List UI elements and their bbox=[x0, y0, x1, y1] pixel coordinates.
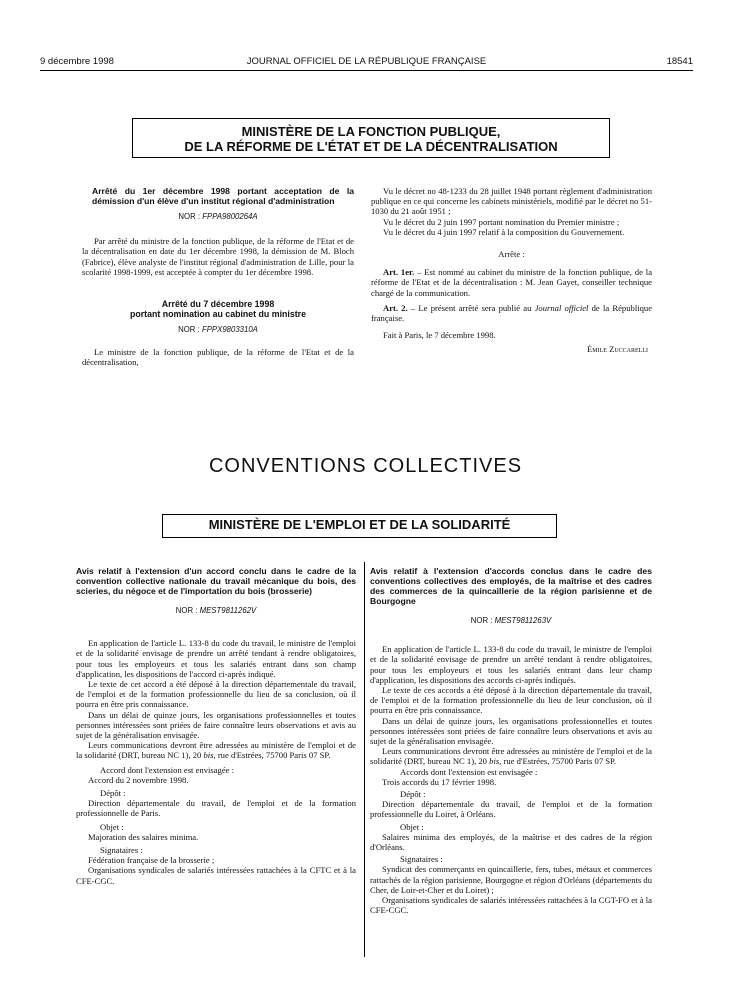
header-rule bbox=[40, 70, 693, 71]
avis1-p2: Le texte de cet accord a été déposé à la direction départementale du travail, de l'emploi et de la formation professionnelle du lieu de sa conclusion, où il pourra en être pris connaissance. bbox=[76, 679, 356, 710]
right-column-bottom bbox=[370, 566, 652, 915]
arrete2-title: Arrêté du 7 décembre 1998 portant nomination au cabinet du ministre bbox=[130, 299, 306, 320]
avis1-depot-label: Dépôt : bbox=[100, 788, 126, 799]
arrete2-vu-1: Vu le décret no 48-1233 du 28 juillet 1948 portant règlement d'administration publique en ce qui concerne les cabinets ministériels, modifié par le décret no 51-1030 du 21 août 1951 ; bbox=[371, 186, 652, 217]
avis2-objet-label: Objet : bbox=[400, 821, 424, 832]
avis2-p1: En application de l'article L. 133-8 du code du travail, le ministre de l'emploi et de la solidarité envisage de prendre un arrêté tendant à rendre obligatoires, pour tous les employeurs et tous les salariés entrant dans leur champ d'application, les dispositions des accords ci-après indiqués. bbox=[370, 644, 652, 685]
arrete1-nor: NOR : FPPA9800264A bbox=[178, 212, 258, 221]
avis1-objet-text: Majoration des salaires minima. bbox=[88, 831, 199, 842]
avis1-p5: Accord dont l'extension est envisagée : bbox=[100, 764, 234, 775]
avis1-p6: Accord du 2 novembre 1998. bbox=[88, 774, 189, 785]
avis1-p3: Dans un délai de quinze jours, les organisations professionnelles et toutes personnes intéressées sont priées de faire connaître leurs observations et avis au sujet de la généralisation envisagée. bbox=[76, 709, 356, 741]
issue-date: 9 décembre 1998 bbox=[40, 56, 114, 67]
arrete2-vu-3: Vu le décret du 4 juin 1997 relatif à la composition du Gouvernement. bbox=[383, 226, 625, 237]
arrete2-arrete: Arrête : bbox=[498, 249, 525, 260]
avis2-sig-2: Organisations syndicales de salariés intéressées rattachées à la CGT-FO et à la CFE-CGC. bbox=[370, 895, 652, 916]
arrete2-article-2: Art. 2. – Le présent arrêté sera publié au Journal officiel de la République française. bbox=[371, 302, 653, 324]
arrete2-intro: Le ministre de la fonction publique, de la réforme de l'Etat et de la décentralisation, bbox=[82, 347, 354, 368]
journal-title: JOURNAL OFFICIEL DE LA RÉPUBLIQUE FRANÇAISE bbox=[246, 56, 487, 67]
avis2-p4: Leurs communications devront être adressées au ministère de l'emploi et de la solidarité (DRT, bureau NC 1), 20 bis, rue d'Estrées, 75700 Paris 07 SP. bbox=[370, 746, 652, 767]
ministry-line-2: DE LA RÉFORME DE L'ÉTAT ET DE LA DÉCENTRALISATION bbox=[184, 139, 558, 154]
arrete2-article-1: Art. 1er. – Est nommé au cabinet du ministre de la fonction publique, de la réforme de l'Etat et de la décentralisation : M. Jean Gayet, conseiller technique chargé de la communication. bbox=[371, 267, 653, 298]
ministry-heading-emploi: MINISTÈRE DE L'EMPLOI ET DE LA SOLIDARITÉ bbox=[162, 514, 557, 538]
avis2-depot-label: Dépôt : bbox=[400, 789, 426, 800]
avis1-objet-label: Objet : bbox=[100, 821, 124, 832]
avis1-sig-1: Fédération française de la brosserie ; bbox=[88, 855, 215, 866]
avis1-sig-2: Organisations syndicales de salariés intéressées rattachées à la CFTC et à la CFE-CGC. bbox=[76, 865, 356, 886]
left-column-top bbox=[82, 186, 354, 368]
avis1-title: Avis relatif à l'extension d'un accord conclu dans le cadre de la convention collective nationale du travail mécanique du bois, des scieries, du négoce et de l'importation du bois (brosserie) bbox=[76, 566, 356, 596]
arrete2-signature: Émile Zuccarelli bbox=[587, 344, 648, 355]
page-header bbox=[40, 56, 693, 70]
avis2-nor: NOR : MEST9811263V bbox=[470, 616, 552, 625]
avis2-objet-text: Salaires minima des employés, de la maîtrise et des cadres de la région d'Orléans. bbox=[370, 831, 652, 853]
left-column-bottom bbox=[76, 566, 356, 886]
arrete2-nor: NOR : FPPX9803310A bbox=[178, 325, 258, 335]
avis2-title: Avis relatif à l'extension d'accords conclus dans le cadre des conventions collectives des employés, de la maîtrise et des cadres des commerces de la quincaillerie de la région parisienne et de Bourgogne bbox=[370, 566, 652, 606]
avis2-signataires-label: Signataires : bbox=[400, 854, 443, 865]
section-heading: CONVENTIONS COLLECTIVES bbox=[208, 455, 523, 477]
avis1-nor: NOR : MEST9811262V bbox=[175, 606, 257, 615]
avis1-p4: Leurs communications devront être adressées au ministère de l'emploi et de la solidarité (DRT, bureau NC 1), 20 bis, rue d'Estrées, 75700 Paris 07 SP. bbox=[76, 740, 356, 761]
ministry-heading-fonction-publique bbox=[132, 118, 610, 158]
avis2-p6: Trois accords du 17 février 1998. bbox=[382, 776, 497, 787]
avis2-depot-text: Direction départementale du travail, de l'emploi et de la formation professionnelle du Loiret, à Orléans. bbox=[370, 799, 652, 820]
arrete1-body: Par arrêté du ministre de la fonction publique, de la réforme de l'Etat et de la décentralisation en date du 1er décembre 1998, la démission de M. Bloch (Fabrice), élève analyste de l'institut régional d'administration de Lille, pour la scolarité 1998-1999, est acceptée à compter du 1er décembre 1998. bbox=[82, 236, 354, 277]
avis2-p2: Le texte de ces accords a été déposé à la direction départementale du travail, de l'emploi et de la formation professionnelle du lieu de leur conclusion, où il pourra en être pris connaissance. bbox=[370, 685, 652, 716]
avis2-p5: Accords dont l'extension est envisagée : bbox=[400, 766, 538, 777]
page-number: 18541 bbox=[666, 56, 693, 67]
avis2-p3: Dans un délai de quinze jours, les organisations professionnelles et toutes personnes intéressées sont priées de faire connaître leurs observations et avis au sujet de la généralisation envisagée. bbox=[370, 715, 652, 747]
avis1-p1: En application de l'article L. 133-8 du code du travail, le ministre de l'emploi et de la solidarité envisage de prendre un arrêté tendant à rendre obligatoires, pour tous les employeurs et tous les salariés entrant dans son champ d'application, les dispositions de l'accord ci-après indiqué. bbox=[76, 638, 356, 679]
avis1-depot-text: Direction départementale du travail, de l'emploi et de la formation professionnelle de Paris. bbox=[76, 798, 356, 819]
arrete2-fait: Fait à Paris, le 7 décembre 1998. bbox=[383, 330, 496, 341]
arrete1-title: Arrêté du 1er décembre 1998 portant acceptation de la démission d'un élève d'un institut régional d'administration bbox=[92, 186, 354, 206]
avis2-sig-1: Syndicat des commerçants en quincaillerie, fers, tubes, métaux et commerces rattachés de la région parisienne, Bourgogne et région d'Orléans (départements du Cher, de Loir-et-Cher et du Loiret) ; bbox=[370, 864, 652, 895]
column-divider bbox=[364, 562, 365, 957]
avis1-signataires-label: Signataires : bbox=[100, 845, 143, 856]
right-column-top bbox=[371, 186, 652, 355]
ministry-line-1: MINISTÈRE DE LA FONCTION PUBLIQUE, bbox=[241, 124, 501, 139]
arrete2-vu-2: Vu le décret du 2 juin 1997 portant nomination du Premier ministre ; bbox=[383, 216, 620, 227]
